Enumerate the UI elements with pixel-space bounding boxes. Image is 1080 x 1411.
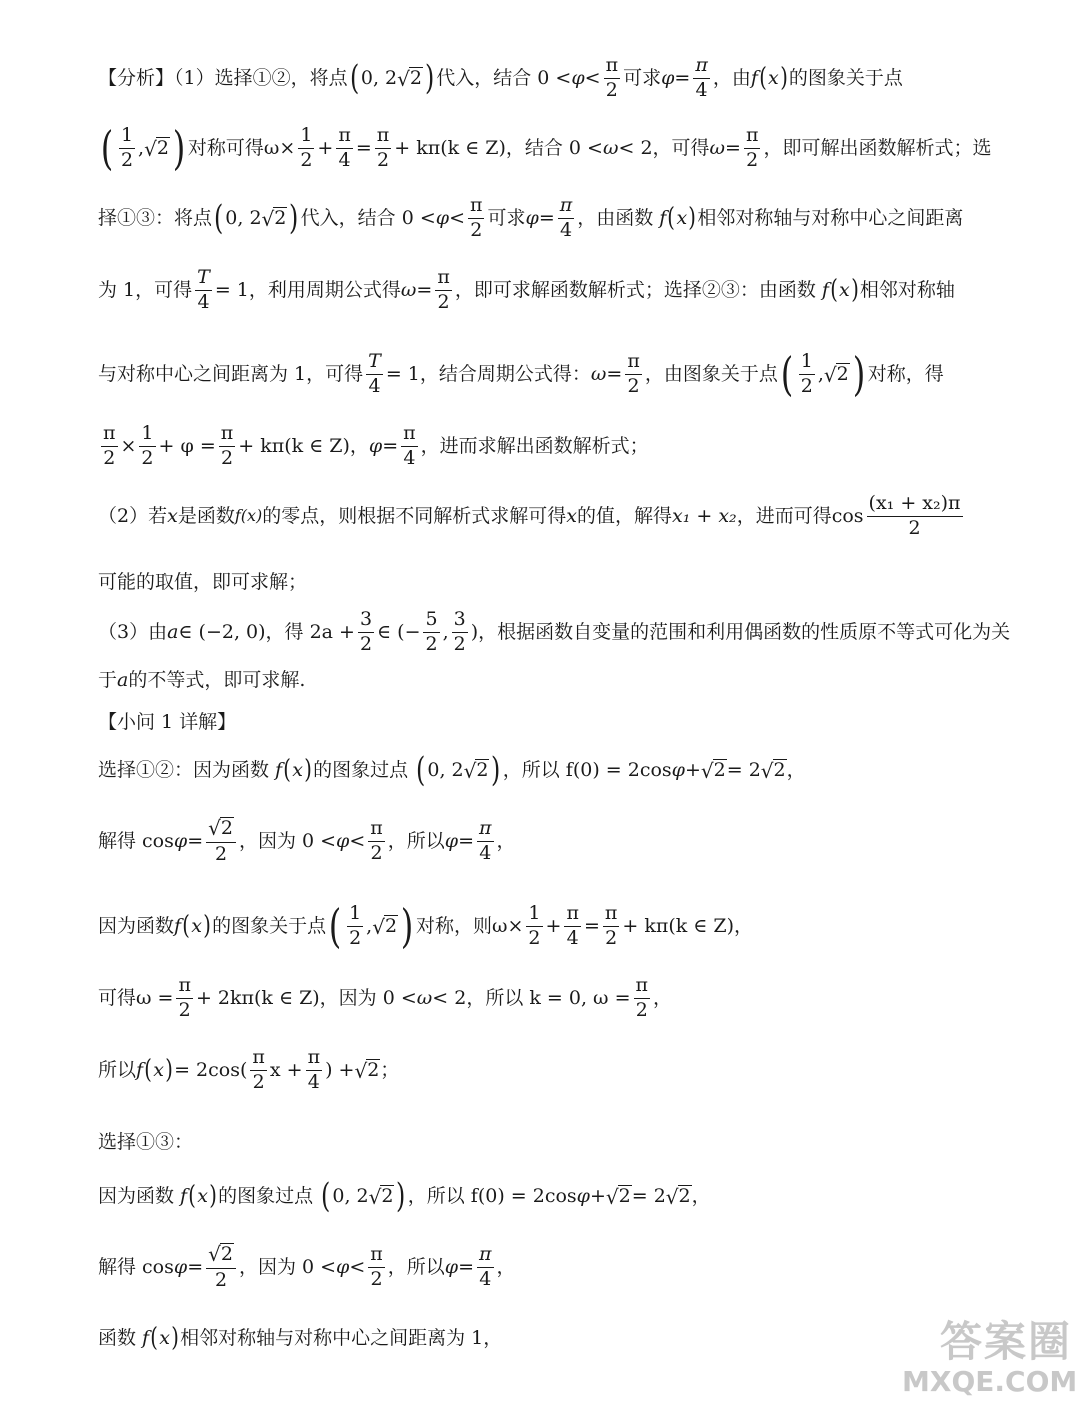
text: 的图象过点: [218, 1184, 314, 1207]
math-var: f: [750, 66, 758, 89]
text: =: [382, 434, 399, 457]
text: 选择①②：因为函数: [98, 758, 270, 781]
math-var: f: [142, 1326, 150, 1349]
fraction: $\frac{T}{4}$: [368, 349, 381, 397]
watermark-bottom: MXQE.COM: [902, 1365, 1078, 1398]
text: <: [349, 1255, 366, 1278]
fraction: $\frac{\pi}{2}$: [437, 265, 450, 313]
text: =: [458, 829, 475, 852]
analysis-line-9: [98, 606, 1011, 658]
sqrt: √ 2: [397, 66, 422, 91]
text: + φ =: [158, 434, 216, 457]
fraction: $\frac{\pi}{4}$: [307, 1045, 321, 1093]
text: ，进而可得: [736, 504, 832, 527]
text: 代入，结合 0 <: [300, 206, 436, 229]
text: ，由图象关于点: [644, 362, 778, 385]
math-var: x: [191, 914, 202, 937]
sqrt: √ 2: [372, 914, 398, 939]
text: )，根据函数自变量的范围和利用偶函数的性质原不等式可化为关: [470, 620, 1011, 643]
text: = 1，利用周期公式得: [214, 278, 401, 301]
text: ×: [120, 434, 137, 457]
text: 相邻对称轴与对称中心之间距离为 1，: [180, 1326, 503, 1349]
text: 所以: [98, 1058, 137, 1081]
text: =: [674, 66, 691, 89]
analysis-line-1: 【分析】（1）选择①②，将点 ( 0, 2 √ 2 ) 代入，结合 0 < φ < $\frac{\pi}{2}$ 可求 φ = $\frac{\pi}{4}$ ，由 f ( x ) 的图象关于点: [98, 53, 903, 101]
text: < 2，所以 k = 0, ω =: [432, 986, 631, 1009]
watermark-top: 答案圈: [939, 1317, 1072, 1366]
text: 可求: [487, 206, 526, 229]
sqrt: √ 2: [261, 206, 287, 231]
section-heading: [98, 708, 978, 736]
text: 0, 2: [360, 66, 398, 89]
fraction: $\frac{\pi}{4}$: [695, 53, 708, 101]
math-expr: x₁ + x₂: [672, 504, 737, 527]
paren: (: [349, 58, 359, 98]
text: + kπ(k ∈ Z)，: [238, 434, 369, 457]
analysis-line-8: [98, 568, 978, 596]
text: ，: [691, 1184, 711, 1207]
analysis-line-5: 与对称中心之间距离为 1，可得 $\frac{T}{4}$ = 1，结合周期公式得： ω = $\frac{\pi}{2}$ ，由图象关于点 ( $\frac{1}{2}$ , √ 2 ) 对称，得: [98, 347, 944, 401]
text: 的值，解得: [577, 504, 673, 527]
text: +: [317, 136, 334, 159]
text: 与对称中心之间距离为 1，可得: [98, 362, 364, 385]
text: +: [684, 758, 701, 781]
math-var: x: [167, 504, 178, 527]
text: ,: [442, 620, 449, 643]
math-var: ω: [400, 278, 417, 301]
text: 是函数: [177, 504, 235, 527]
text: 的图象关于点: [212, 914, 327, 937]
text: 0, 2: [427, 758, 464, 781]
paren: ): [424, 58, 435, 98]
math-var: φ: [336, 829, 350, 852]
text: 因为函数: [98, 914, 175, 937]
fraction: $\frac{\pi}{2}$: [469, 193, 483, 241]
text: 解得 cos: [98, 829, 174, 852]
fraction: $\frac{3}{2}$: [359, 607, 373, 655]
fraction: $\frac{1}{2}$: [528, 901, 541, 949]
math-var: x: [159, 1326, 170, 1349]
fraction: $\frac{\pi}{4}$: [479, 816, 492, 864]
text: ∈ (−: [377, 620, 421, 643]
fraction: $\frac{\pi}{2}$: [745, 123, 759, 171]
fraction: $\frac{\text{(x₁ + x₂)π}}{2}$: [868, 491, 961, 539]
sqrt: √ 2: [368, 1184, 394, 1209]
math-var: φ: [173, 1255, 188, 1278]
math-var: f: [136, 1058, 144, 1081]
math-var: a: [117, 668, 129, 691]
sqrt: √ 2: [354, 1058, 380, 1083]
text: （3）由: [98, 620, 168, 643]
text: x +: [269, 1058, 303, 1081]
text: 的图象过点: [313, 758, 409, 781]
analysis-line-4: 为 1，可得 $\frac{T}{4}$ = 1，利用周期公式得 ω = $\frac{\pi}{2}$ ，即可求解函数解析式；选择②③：由函数 f ( x ) 相邻对称轴: [98, 265, 955, 313]
math-var: x: [292, 758, 303, 781]
math-var: φ: [576, 1184, 590, 1207]
sqrt: √ 2: [463, 758, 489, 783]
text: ，所以 f(0) = 2cos: [407, 1184, 577, 1207]
text: ，所以: [387, 829, 445, 852]
text: ；: [380, 1058, 400, 1081]
text: ，由函数: [577, 206, 654, 229]
solution-line-8: [98, 1238, 978, 1296]
watermark: [902, 1317, 1078, 1406]
text: +: [545, 914, 562, 937]
text: ，因为 0 <: [238, 829, 337, 852]
solution-line-4: [98, 972, 978, 1024]
text: = 1，结合周期公式得：: [385, 362, 591, 385]
text: = 2: [726, 758, 761, 781]
text: 于: [98, 668, 118, 691]
text: 对称，则ω×: [416, 914, 524, 937]
sqrt: √ 2: [144, 136, 169, 161]
text: =: [355, 136, 372, 159]
solution-line-1: 选择①②：因为函数 f ( x ) 的图象过点 ( 0, 2 √ 2 ) ，所以 f(0) = 2cos φ + √ 2 = 2 √ 2 ，: [98, 750, 806, 790]
text: 可得ω =: [98, 986, 174, 1009]
text: 【分析】（1）选择①②，将点: [98, 66, 348, 89]
text: <: [584, 66, 601, 89]
solution-line-6: [98, 1128, 978, 1156]
fraction: √ 2 2: [206, 817, 236, 865]
text: 对称可得ω×: [187, 136, 296, 159]
text: 选择①③：: [98, 1130, 194, 1153]
text: ∈ (−2, 0)，得 2a +: [178, 620, 355, 643]
sqrt: √ 2: [823, 362, 849, 387]
fraction: $\frac{1}{2}$: [141, 421, 154, 469]
text: 0, 2: [225, 206, 262, 229]
math-var: f: [180, 1184, 188, 1207]
fraction: $\frac{1}{2}$: [349, 901, 362, 949]
fraction: $\frac{\pi}{2}$: [604, 901, 618, 949]
text: ) +: [325, 1058, 355, 1081]
text: + kπ(k ∈ Z)，: [622, 914, 754, 937]
math-var: x: [839, 278, 850, 301]
solution-line-9: 函数 f ( x ) 相邻对称轴与对称中心之间距离为 1，: [98, 1323, 503, 1353]
text: 函数: [98, 1326, 137, 1349]
text: 的不等式，即可求解.: [128, 668, 306, 691]
fraction: $\frac{\pi}{2}$: [376, 123, 390, 171]
analysis-line-10: [98, 666, 978, 694]
fraction: $\frac{\pi}{2}$: [178, 973, 191, 1021]
solution-line-5: 所以 f ( x ) = 2cos( $\frac{\pi}{2}$ x + $\frac{\pi}{4}$ ) + √ 2 ；: [98, 1045, 400, 1093]
text: 可能的取值，即可求解；: [98, 570, 308, 593]
text: 对称，得: [867, 362, 944, 385]
text: 【小问 1 详解】: [98, 710, 237, 733]
math-var: f: [821, 278, 829, 301]
analysis-line-3: 择①③：将点 ( 0, 2 √ 2 ) 代入，结合 0 < φ < $\frac{\pi}{2}$ 可求 φ = $\frac{\pi}{4}$ ，由函数 f ( x ) 相邻对称轴与对称中心之间距离: [98, 193, 964, 241]
math-var: x: [768, 66, 779, 89]
text: =: [606, 362, 623, 385]
text: 0, 2: [332, 1184, 369, 1207]
math-var: φ: [444, 829, 459, 852]
fraction: $\frac{\pi}{2}$: [635, 973, 649, 1021]
solution-line-2: [98, 812, 978, 870]
math-var: f: [174, 914, 182, 937]
fraction: $\frac{\pi}{2}$: [627, 349, 640, 397]
math-var: φ: [173, 829, 188, 852]
text: =: [187, 829, 204, 852]
text: =: [583, 914, 600, 937]
text: ，: [496, 829, 516, 852]
analysis-line-2: ( $\frac{1}{2}$ , √ 2 ) 对称可得ω× $\frac{1}{2}$ + $\frac{\pi}{4}$ = $\frac{\pi}{2}$ + kπ(k ∈ Z)，结合 0 < ω < 2，可得 ω = $\frac{\pi}{2}$ ，即可解出函数解析式；选: [100, 121, 992, 175]
fraction: $\frac{\pi}{4}$: [479, 1242, 492, 1290]
sqrt: √ 2: [605, 1184, 631, 1209]
text: = 2: [631, 1184, 666, 1207]
text: ，: [653, 986, 673, 1009]
fraction: $\frac{5}{2}$: [425, 607, 438, 655]
solution-line-7: 因为函数 f ( x ) 的图象过点 ( 0, 2 √ 2 ) ，所以 f(0) = 2cos φ + √ 2 = 2 √ 2 ，: [98, 1176, 711, 1216]
fraction: $\frac{\pi}{4}$: [338, 123, 351, 171]
fraction: $\frac{\pi}{4}$: [403, 421, 416, 469]
math-var: x: [676, 206, 688, 229]
text: ，: [786, 758, 806, 781]
text: 的图象关于点: [788, 66, 903, 89]
sqrt: √ 2: [760, 758, 786, 783]
math-var: f(x): [234, 506, 263, 525]
fraction: $\frac{\pi}{2}$: [370, 816, 383, 864]
math-var: ω: [602, 136, 619, 159]
fraction: $\frac{\pi}{2}$: [605, 53, 619, 101]
solution-line-3: 因为函数 f ( x ) 的图象关于点 ( $\frac{1}{2}$ , √ 2 ) 对称，则ω× $\frac{1}{2}$ + $\frac{\pi}{4}$ = $\frac{\pi}{2}$ + kπ(k ∈ Z)，: [98, 899, 754, 953]
text: cos: [831, 504, 864, 527]
text: 相邻对称轴与对称中心之间距离: [697, 206, 964, 229]
text: 相邻对称轴: [859, 278, 955, 301]
math-var: φ: [525, 206, 539, 229]
fraction: $\frac{\pi}{2}$: [252, 1045, 265, 1093]
text: 解得 cos: [98, 1255, 174, 1278]
math-var: ω: [416, 986, 433, 1009]
fraction: $\frac{\pi}{2}$: [103, 421, 116, 469]
text: + kπ(k ∈ Z)，结合 0 <: [394, 136, 603, 159]
fraction: $\frac{\pi}{4}$: [566, 901, 579, 949]
text: ，: [496, 1255, 516, 1278]
math-var: φ: [571, 66, 585, 89]
fraction: $\frac{3}{2}$: [453, 607, 466, 655]
text: =: [725, 136, 741, 159]
fraction: $\frac{1}{2}$: [120, 123, 134, 171]
math-var: f: [275, 758, 283, 781]
math-var: ω: [590, 362, 607, 385]
math-var: a: [167, 620, 179, 643]
text: ，进而求解出函数解析式；: [420, 434, 649, 457]
math-var: φ: [336, 1255, 350, 1278]
text: ，所以: [387, 1255, 445, 1278]
text: =: [187, 1255, 204, 1278]
sqrt: √ 2: [665, 1184, 691, 1209]
text: =: [458, 1255, 475, 1278]
text: ，即可求解函数解析式；选择②③：由函数: [454, 278, 816, 301]
math-var: x: [197, 1184, 208, 1207]
math-var: x: [566, 504, 577, 527]
fraction: $\frac{1}{2}$: [800, 349, 813, 397]
math-var: f: [659, 206, 667, 229]
fraction: √ 2 2: [206, 1243, 236, 1291]
text: = 2cos(: [174, 1058, 248, 1081]
text: < 2，可得: [618, 136, 710, 159]
text: =: [538, 206, 555, 229]
math-var: φ: [671, 758, 685, 781]
math-var: φ: [661, 66, 675, 89]
text: ，因为 0 <: [238, 1255, 337, 1278]
text: =: [416, 278, 433, 301]
text: 的零点，则根据不同解析式求解可得: [262, 504, 567, 527]
text: 因为函数: [98, 1184, 175, 1207]
text: ，由: [712, 66, 751, 89]
fraction: $\frac{\pi}{4}$: [559, 193, 573, 241]
text: + 2kπ(k ∈ Z)，因为 0 <: [195, 986, 417, 1009]
math-var: φ: [444, 1255, 459, 1278]
text: 择①③：将点: [98, 206, 213, 229]
text: 为 1，可得: [98, 278, 193, 301]
text: （2）若: [98, 504, 168, 527]
text: +: [589, 1184, 606, 1207]
analysis-line-7: [98, 490, 978, 542]
math-var: φ: [435, 206, 450, 229]
fraction: $\frac{1}{2}$: [300, 123, 313, 171]
text: 代入，结合 0 <: [436, 66, 572, 89]
text: 可求: [623, 66, 662, 89]
text: ，所以 f(0) = 2cos: [502, 758, 672, 781]
text: ，即可解出函数解析式；选: [763, 136, 992, 159]
math-var: x: [153, 1058, 164, 1081]
text: <: [449, 206, 465, 229]
analysis-line-6: [98, 420, 978, 472]
math-var: ω: [709, 136, 726, 159]
fraction: $\frac{\pi}{2}$: [220, 421, 234, 469]
math-var: φ: [368, 434, 383, 457]
fraction: $\frac{T}{4}$: [197, 265, 210, 313]
text: <: [349, 829, 366, 852]
sqrt: √ 2: [700, 758, 726, 783]
fraction: $\frac{\pi}{2}$: [370, 1242, 383, 1290]
